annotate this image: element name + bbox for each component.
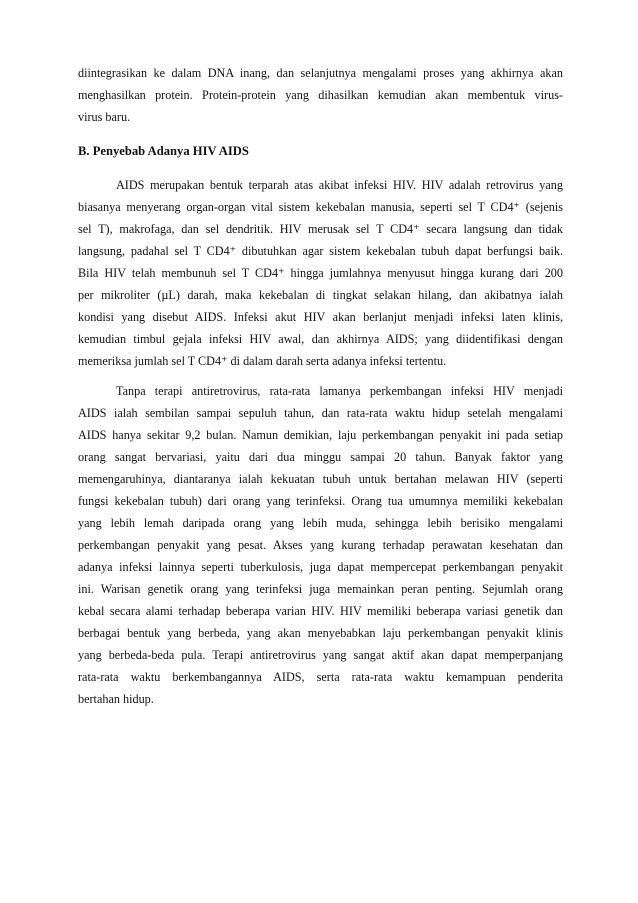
text-line: biasanya menyerang organ-organ vital sistem kekebalan manusia, seperti sel T CD4⁺ (sejenis	[78, 200, 563, 214]
text-line: langsung, padahal sel T CD4⁺ dibutuhkan agar sistem kekebalan tubuh dapat berfungsi baik.	[78, 244, 563, 258]
text-line: kondisi yang disebut AIDS. Infeksi akut HIV akan berlanjut menjadi infeksi laten klinis,	[78, 310, 563, 324]
intro-paragraph	[78, 62, 563, 128]
text-line: fungsi kekebalan tubuh) dari orang yang terinfeksi. Orang tua umumnya memiliki kekebalan	[78, 494, 563, 508]
text-line: orang sangat bervariasi, yaitu dari dua minggu sampai 20 tahun. Banyak faktor yang	[78, 450, 563, 464]
text-line: kemudian timbul gejala infeksi HIV awal, dan akhirnya AIDS; yang diidentifikasi dengan	[78, 332, 563, 346]
text-line: sel T), makrofaga, dan sel dendritik. HIV merusak sel T CD4⁺ secara langsung dan tidak	[78, 222, 563, 236]
paragraph-2	[78, 380, 563, 710]
text-line: memeriksa jumlah sel T CD4⁺ di dalam darah serta adanya infeksi tertentu.	[78, 354, 447, 368]
document-page	[78, 62, 563, 710]
text-line: berbagai bentuk yang berbeda, yang akan menyebabkan laju perkembangan penyakit klinis	[78, 626, 563, 640]
text-line: memengaruhinya, diantaranya ialah kekuatan tubuh untuk bertahan melawan HIV (seperti	[78, 472, 563, 486]
text-line: virus baru.	[78, 110, 131, 124]
text-line: kebal secara alami terhadap beberapa varian HIV. HIV memiliki beberapa variasi genetik dan	[78, 604, 563, 618]
text-line: Bila HIV telah membunuh sel T CD4⁺ hingga jumlahnya menyusut hingga kurang dari 200	[78, 266, 563, 280]
text-line: AIDS hanya sekitar 9,2 bulan. Namun demikian, laju perkembangan penyakit ini pada setiap	[78, 428, 563, 442]
section-heading: B. Penyebab Adanya HIV AIDS	[78, 144, 249, 158]
paragraph-1	[78, 174, 563, 372]
text-line: AIDS merupakan bentuk terparah atas akibat infeksi HIV. HIV adalah retrovirus yang	[116, 178, 563, 192]
text-line: diintegrasikan ke dalam DNA inang, dan selanjutnya mengalami proses yang akhirnya akan	[78, 66, 563, 80]
text-line: menghasilkan protein. Protein-protein yang dihasilkan kemudian akan membentuk virus-	[78, 88, 563, 102]
text-line: Tanpa terapi antiretrovirus, rata-rata lamanya perkembangan infeksi HIV menjadi	[116, 384, 563, 398]
text-line: per mikroliter (µL) darah, maka kekebalan di tingkat selakan hilang, dan akibatnya ialah	[78, 288, 563, 302]
text-line: bertahan hidup.	[78, 692, 154, 706]
text-line: AIDS ialah sembilan sampai sepuluh tahun, dan rata-rata waktu hidup setelah mengalami	[78, 406, 563, 420]
text-line: ini. Warisan genetik orang yang terinfeksi juga memainkan peran penting. Sejumlah orang	[78, 582, 563, 596]
text-line: rata-rata waktu berkembangannya AIDS, serta rata-rata waktu kemampuan penderita	[78, 670, 563, 684]
text-line: perkembangan penyakit yang pesat. Akses yang kurang terhadap perawatan kesehatan dan	[78, 538, 563, 552]
text-line: adanya infeksi lainnya seperti tuberkulosis, juga dapat mempercepat perkembangan penyakit	[78, 560, 563, 574]
text-line: yang berbeda-beda pula. Terapi antiretrovirus yang sangat aktif akan dapat memperpanjang	[78, 648, 563, 662]
text-line: yang lebih lemah daripada orang yang lebih muda, sehingga lebih berisiko mengalami	[78, 516, 563, 530]
